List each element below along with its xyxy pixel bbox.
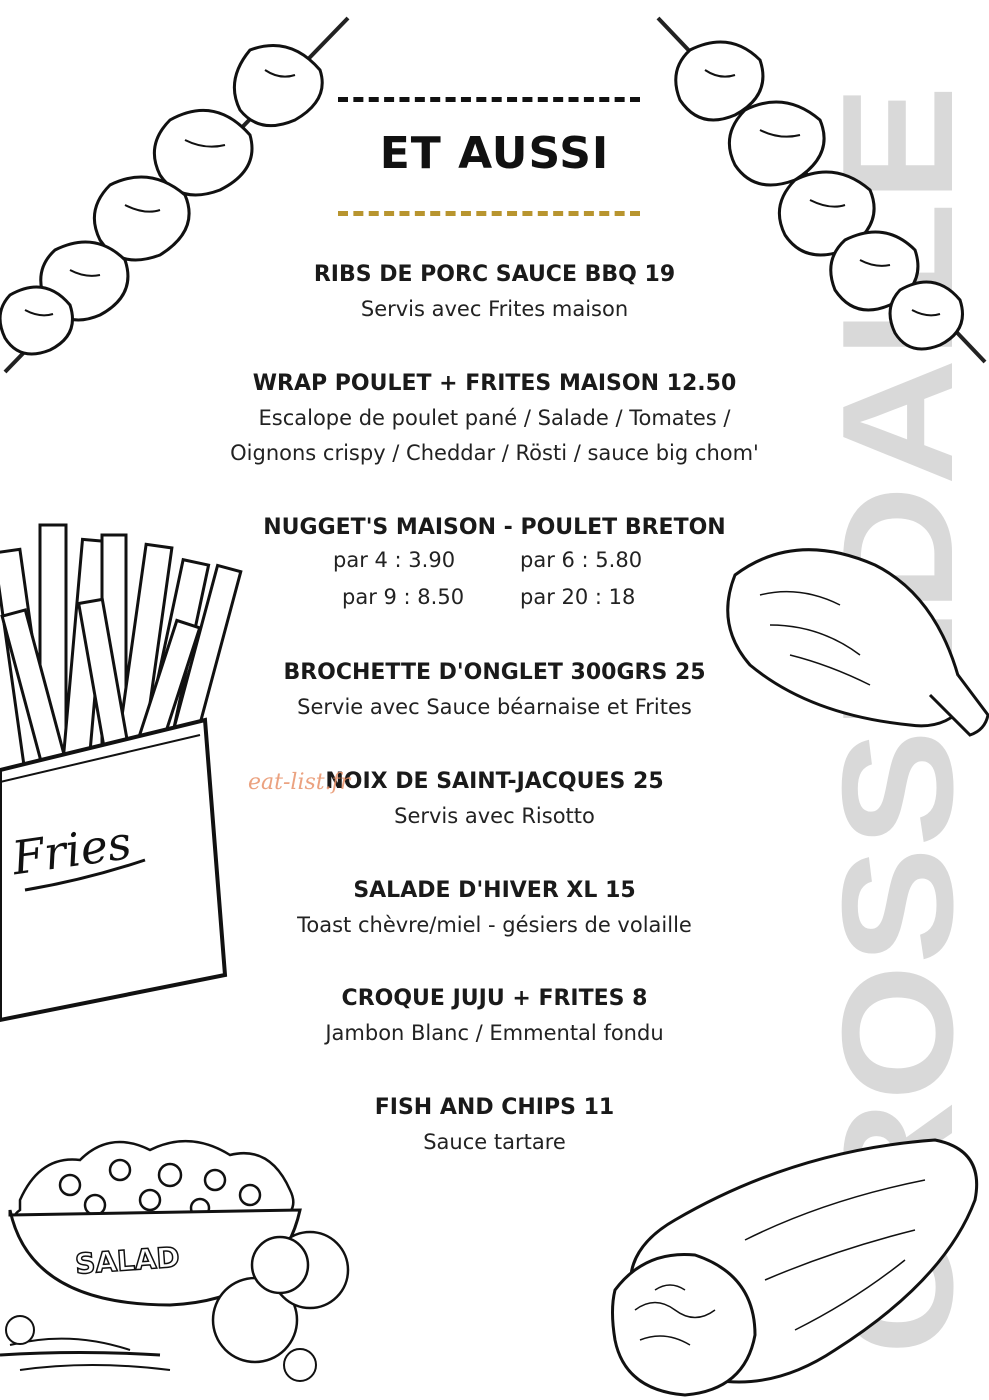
menu-item-description: Jambon Blanc / Emmental fondu: [325, 1021, 664, 1045]
menu-item-description: Servis avec Risotto: [394, 804, 595, 828]
menu-item-fish-chips: [150, 1091, 839, 1160]
menu-item-name: BROCHETTE D'ONGLET 300GRS 25: [283, 660, 706, 685]
menu-item-nuggets: [150, 511, 839, 545]
menu-item-name: NOIX DE SAINT-JACQUES 25: [325, 769, 664, 794]
menu-item-description-line2: Oignons crispy / Cheddar / Rösti / sauce big chom': [230, 441, 759, 465]
menu-item-name: NUGGET'S MAISON - POULET BRETON: [263, 515, 726, 540]
watermark: eat-list.fr: [248, 770, 351, 795]
menu-item-ribs: [150, 258, 839, 327]
menu-item-description: Escalope de poulet pané / Salade / Tomates /: [258, 406, 731, 430]
svg-text:CROSSEDAILE: CROSSEDAILE: [810, 213, 986, 1355]
top-divider: [338, 97, 640, 102]
menu-item-name: CROQUE JUJU + FRITES 8: [341, 986, 648, 1011]
bottom-divider: [338, 211, 640, 216]
nugget-price: par 20 : 18: [520, 585, 636, 609]
menu-item-description: Sauce tartare: [423, 1130, 566, 1154]
menu-item-name: RIBS DE PORC SAUCE BBQ 19: [313, 262, 676, 287]
nugget-price: par 6 : 5.80: [520, 548, 643, 572]
menu-item-salade: [150, 874, 839, 943]
menu-item-croque: [150, 982, 839, 1051]
nugget-price: par 4 : 3.90: [333, 548, 456, 572]
menu-item-description: Servie avec Sauce béarnaise et Frites: [297, 695, 692, 719]
menu-item-name: WRAP POULET + FRITES MAISON 12.50: [252, 371, 737, 396]
menu-item-name: SALADE D'HIVER XL 15: [353, 878, 636, 903]
salad-label: SALAD: [74, 1240, 181, 1281]
wrap-illustration: [595, 1140, 989, 1400]
fries-label: Fries: [8, 815, 135, 886]
nugget-price: par 9 : 8.50: [342, 585, 465, 609]
menu-item-brochette: [150, 656, 839, 725]
menu-item-name: FISH AND CHIPS 11: [374, 1095, 615, 1120]
menu-item-description: Servis avec Frites maison: [360, 297, 629, 321]
menu-item-description: Toast chèvre/miel - gésiers de volaille: [297, 913, 692, 937]
salad-illustration: [0, 1130, 360, 1400]
menu-item-wrap: [150, 367, 839, 471]
page-title: ET AUSSI: [379, 128, 610, 179]
